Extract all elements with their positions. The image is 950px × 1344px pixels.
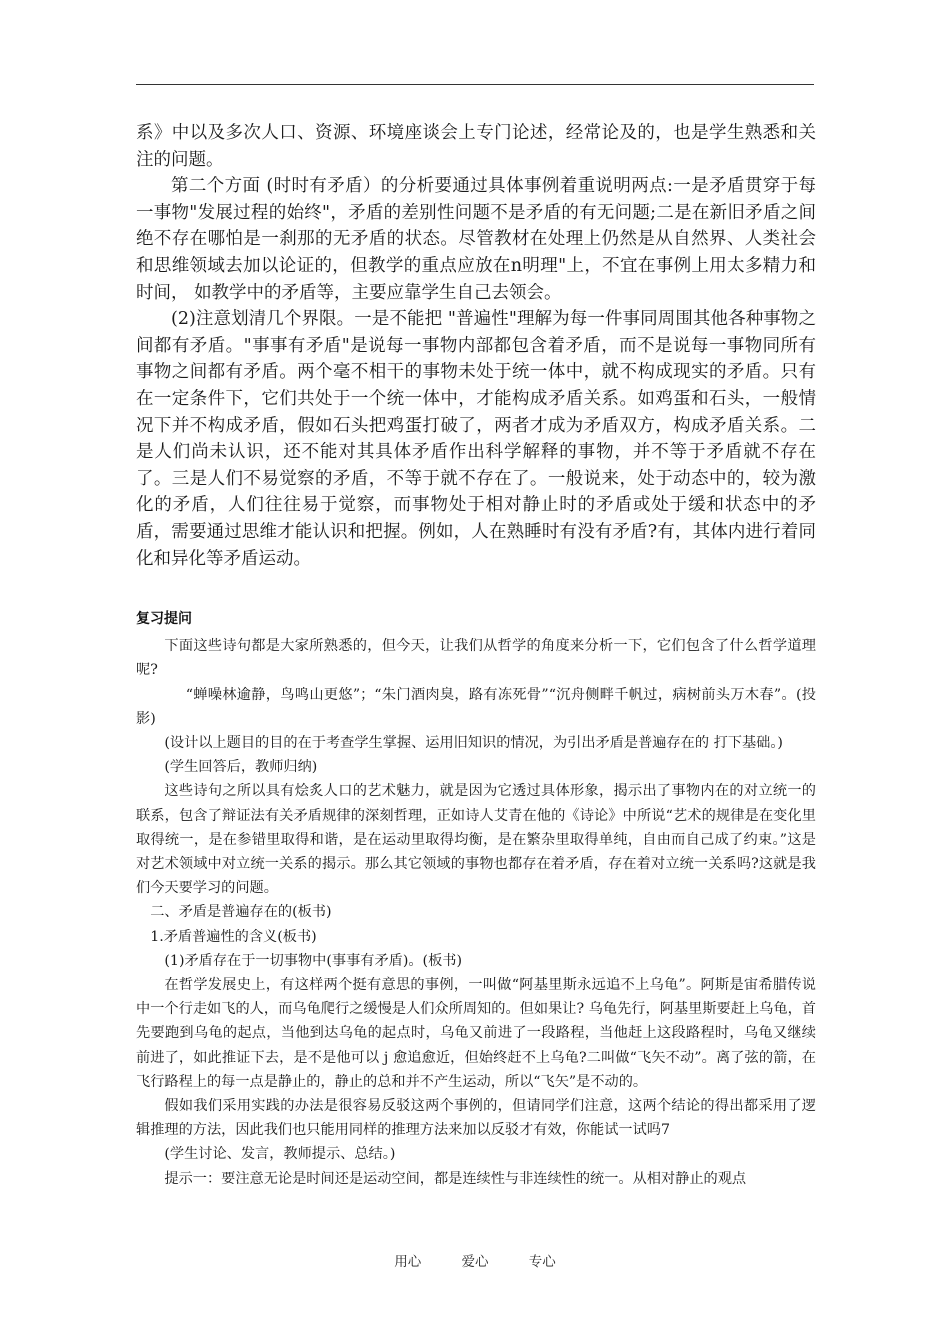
blackboard-heading: (1)矛盾存在于一切事物中(事事有矛盾)。(板书) (164, 952, 463, 969)
footer-item: 爱心 (461, 1254, 489, 1270)
paragraph: 在哲学发展史上，有这样两个挺有意思的事例，一叫做“阿基里斯永远追不上乌龟”。阿斯是宙希腊传说中一个行走如飞的人，而乌龟爬行之缓慢是人们众所周知的。但如果让? 乌龟先行，阿基里斯要赶上乌龟，首先要跑到乌龟的起点，当他到达乌龟的起点时，乌龟又前进了一段路程，当他赶上这段路程时，乌龟又继续前进了，如此推证下去，是不是他可以 j 愈追愈近，但始终赶不上乌龟?二叫做“飞矢不动”。离了弦的箭，在飞行路程上的每一点是静止的，静止的总和并不产生运动，所以“飞矢”是不动的。 (136, 976, 816, 1090)
blackboard-heading: 二、矛盾是普遍存在的(板书) (150, 904, 332, 921)
header-rule (136, 84, 814, 85)
paragraph: 假如我们采用实践的办法是很容易反驳这两个事例的，但请同学们注意，这两个结论的得出都采用了逻辑推理的方法，因此我们也只能用同样的推理方法来加以反驳才有效，你能试一试吗7 (136, 1097, 816, 1139)
paragraph: 这些诗句之所以具有烩炙人口的艺术魅力，就是因为它透过具体形象，揭示出了事物内在的对立统一的联系，包含了辩证法有关矛盾规律的深刻哲理，正如诗人艾青在他的《诗论》中所说“艺术的规律是在变化里取得统一，是在参错里取得和谐，是在运动里取得均衡，是在繁杂里取得单纯，自由而自己成了约束。”这是对艺术领域中对立统一关系的揭示。那么其它领域的事物也都存在着矛盾，存在着对立统一关系吗?这就是我们今天要学习的问题。 (136, 783, 816, 897)
footer-item: 用心 (394, 1254, 422, 1270)
paragraph: 第二个方面 (时时有矛盾）的分析要通过具体事例着重说明两点:一是矛盾贯穿于每一事物"发展过程的始终"，矛盾的差别性问题不是矛盾的有无问题;二是在新旧矛盾之间绝不存在哪怕是一刹那的无矛盾的状态。尽管教材在处理上仍然是从自然界、人类社会和思维领域去加以论证的，但教学的重点应放在n明理"上，不宜在事例上用太多精力和时间， 如教学中的矛盾等，主要应靠学生自己去领会。 (136, 176, 816, 303)
poem-quote: “蝉噪林逾静，鸟鸣山更悠”；“朱门酒肉臭，路有冻死骨”“沉舟侧畔千帆过，病树前头万木春”。(投影) (136, 686, 816, 727)
paragraph: (学生回答后，教师归纳) (164, 759, 318, 776)
section-title: 复习提问 (136, 611, 192, 628)
body-large (136, 120, 816, 572)
paragraph: (设计以上题目的目的在于考查学生掌握、运用旧知识的情况，为引出矛盾是普遍存在的 打下基础。) (164, 734, 783, 751)
paragraph: 提示一：要注意无论是时间还是运动空间，都是连续性与非连续性的统一。从相对静止的观点 (164, 1170, 747, 1187)
page-footer (0, 1250, 950, 1270)
page-content (136, 120, 816, 1191)
footer-item: 专心 (528, 1254, 556, 1270)
body-small (136, 634, 816, 1191)
paragraph: (学生讨论、发言，教师提示、总结。) (164, 1146, 396, 1163)
paragraph: 系》中以及多次人口、资源、环境座谈会上专门论述，经常论及的，也是学生熟悉和关注的问题。 (136, 123, 816, 170)
paragraph: 下面这些诗句都是大家所熟悉的，但今天，让我们从哲学的角度来分析一下，它们包含了什么哲学道理呢? (136, 638, 816, 679)
paragraph: (2)注意划清几个界限。一是不能把 "普遍性"理解为每一件事同周围其他各种事物之间都有矛盾。"事事有矛盾"是说每一事物内部都包含着矛盾，而不是说每一事物同所有事物之间都有矛盾。两个毫不相干的事物未处于统一体中，就不构成现实的矛盾。只有在一定条件下，它们共处于一个统一体中，才能构成矛盾关系。如鸡蛋和石头，一般情况下并不构成矛盾，假如石头把鸡蛋打破了，两者才成为矛盾双方，构成矛盾关系。二是人们尚未认识，还不能对其具体矛盾作出科学解释的事物，并不等于矛盾就不存在了。三是人们不易觉察的矛盾，不等于就不存在了。一般说来，处于动态中的，较为激化的矛盾，人们往往易于觉察，而事物处于相对静止时的矛盾或处于缓和状态中的矛盾，需要通过思维才能认识和把握。例如，人在熟睡时有没有矛盾?有，其体内进行着同化和异化等矛盾运动。 (136, 309, 816, 569)
blackboard-heading: 1.矛盾普遍性的含义(板书) (150, 928, 317, 945)
